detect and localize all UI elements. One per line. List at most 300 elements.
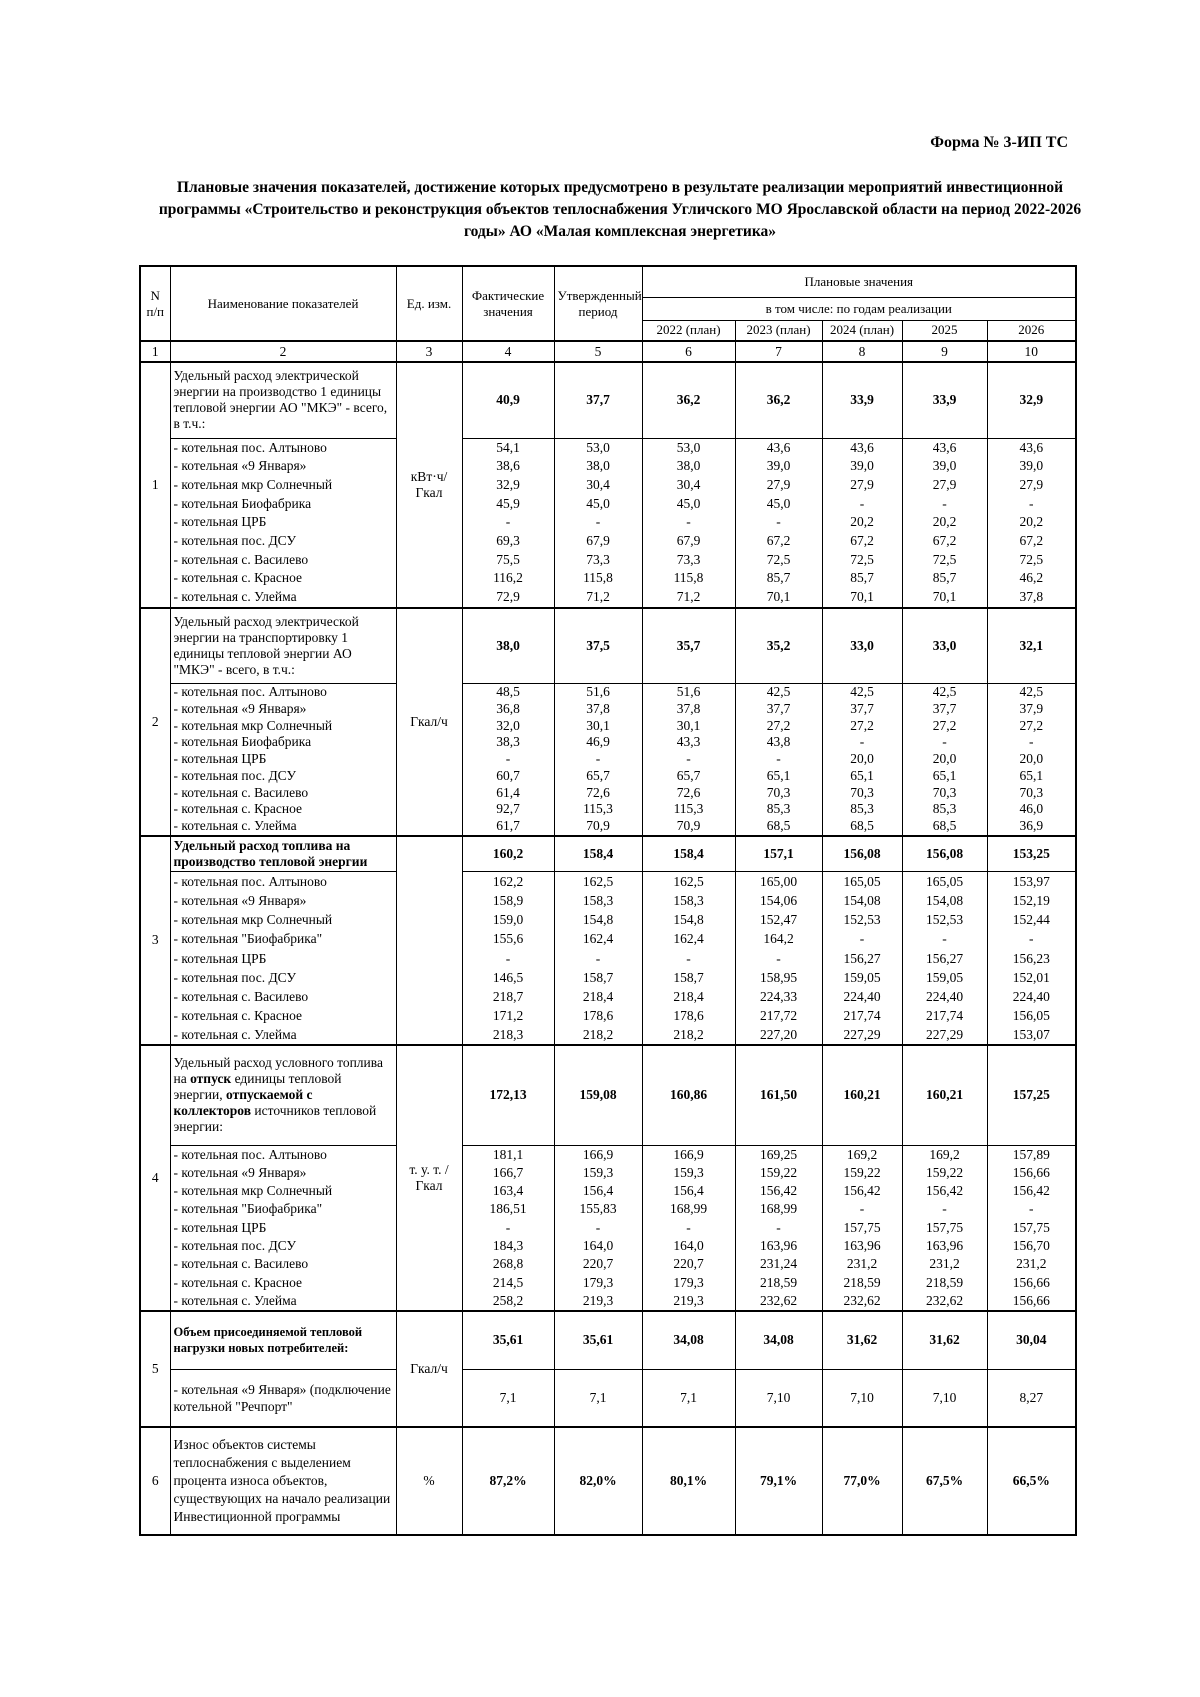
boiler-value: 153,97 — [1012, 874, 1050, 890]
boiler-values-column — [642, 872, 735, 1045]
boiler-value: 152,01 — [1012, 969, 1050, 985]
total-value: 160,2 — [462, 836, 554, 872]
boiler-value: 214,5 — [492, 1274, 524, 1290]
boiler-value: 70,9 — [676, 817, 701, 833]
boiler-values-column — [554, 684, 642, 836]
indicator-name: Удельный расход электрической энергии на производство 1 единицы тепловой энергии АО "МКЭ" - всего, в т.ч.: — [170, 362, 396, 438]
boiler-value: 231,2 — [846, 1256, 878, 1272]
boiler-value: 30,4 — [676, 476, 701, 492]
section-number: 2 — [140, 608, 170, 836]
boiler-value: 186,51 — [489, 1201, 527, 1217]
total-value: 33,0 — [822, 608, 902, 684]
boiler-value: 67,2 — [766, 533, 791, 549]
boiler-value: 156,66 — [1012, 1164, 1050, 1180]
boiler-value: - — [776, 514, 781, 530]
boiler-value: 7,1 — [462, 1369, 554, 1427]
boiler-value: 72,6 — [586, 784, 610, 800]
boiler-value: 159,22 — [759, 1164, 798, 1180]
boiler-value: 169,2 — [846, 1146, 878, 1162]
boiler-value: 232,62 — [925, 1292, 964, 1308]
boiler-name: - котельная ЦРБ — [173, 751, 267, 767]
boiler-value: 43,8 — [766, 734, 791, 750]
boiler-value: 162,4 — [673, 931, 704, 947]
boiler-values-column — [735, 438, 822, 608]
boiler-value: 68,5 — [932, 817, 957, 833]
indicator-name: Удельный расход электрической энергии на транспортировку 1 единицы тепловой энергии АО "МКЭ" - всего, в т.ч.: — [170, 608, 396, 684]
boiler-value: 38,0 — [676, 458, 701, 474]
boiler-value: - — [776, 950, 781, 966]
boiler-name: - котельная Биофабрика — [173, 495, 312, 511]
boiler-value: 154,08 — [843, 893, 881, 909]
boiler-value: 218,4 — [582, 988, 614, 1004]
boiler-value: 162,5 — [582, 874, 614, 890]
total-value: 34,08 — [642, 1311, 735, 1369]
header-by-years: в том числе: по годам реализации — [642, 297, 1076, 320]
total-value: 156,08 — [902, 836, 987, 872]
boiler-name: - котельная с. Красное — [173, 1007, 303, 1023]
boiler-value: 42,5 — [932, 684, 957, 700]
boiler-value: 165,00 — [759, 874, 798, 890]
boiler-value: 42,5 — [1019, 684, 1044, 700]
boiler-value: 30,1 — [676, 717, 701, 733]
boiler-value: 166,9 — [673, 1146, 704, 1162]
indicator-name-part: отпускаемой с коллекторов — [173, 1087, 313, 1119]
boiler-value: 54,1 — [496, 439, 520, 455]
boiler-value: - — [1029, 931, 1034, 947]
boiler-value: 38,0 — [586, 458, 610, 474]
boiler-values-column — [554, 872, 642, 1045]
boiler-value: 220,7 — [582, 1256, 614, 1272]
column-number: 7 — [735, 341, 822, 362]
section-number: 4 — [140, 1045, 170, 1311]
boiler-list — [170, 1145, 396, 1311]
boiler-value: - — [686, 1219, 691, 1235]
boiler-value: 159,22 — [843, 1164, 881, 1180]
header-year: 2024 (план) — [822, 320, 902, 341]
boiler-value: 152,47 — [759, 912, 798, 928]
boiler-value: 164,0 — [673, 1237, 704, 1253]
section-number: 1 — [140, 362, 170, 608]
boiler-values-column — [462, 1145, 554, 1311]
column-number: 2 — [170, 341, 396, 362]
indicator-name — [170, 1045, 396, 1145]
boiler-value: - — [505, 751, 511, 767]
indicator-name: Объем присоединяемой тепловой нагрузки новых потребителей: — [170, 1311, 396, 1369]
boiler-value: 224,40 — [925, 988, 964, 1004]
boiler-value: 268,8 — [492, 1256, 524, 1272]
boiler-value: 39,0 — [1019, 458, 1044, 474]
boiler-value: 115,8 — [583, 570, 613, 586]
boiler-value: 7,10 — [735, 1369, 822, 1427]
boiler-value: 39,0 — [850, 458, 874, 474]
boiler-value: 37,8 — [676, 701, 701, 717]
boiler-value: 20,2 — [932, 514, 957, 530]
boiler-value: 43,3 — [676, 734, 701, 750]
indicator-name-part: отпуск — [190, 1071, 232, 1087]
indicator-name-part: единицы тепловой энергии, — [173, 1071, 342, 1103]
boiler-value: 159,0 — [492, 912, 524, 928]
total-value: 35,61 — [554, 1311, 642, 1369]
boiler-value: 92,7 — [496, 801, 520, 817]
boiler-value: 32,9 — [496, 476, 520, 492]
boiler-values-column — [735, 1145, 822, 1311]
boiler-value: 60,7 — [496, 767, 520, 783]
boiler-value: 181,1 — [492, 1146, 524, 1162]
total-value: 31,62 — [822, 1311, 902, 1369]
boiler-value: 168,99 — [759, 1201, 798, 1217]
boiler-values-column — [735, 684, 822, 836]
column-number: 9 — [902, 341, 987, 362]
boiler-name: - котельная пос. Алтыново — [173, 874, 327, 890]
boiler-value: 156,4 — [673, 1183, 704, 1199]
boiler-value: 154,8 — [673, 912, 704, 928]
boiler-value: 72,5 — [932, 551, 957, 567]
boiler-value: 219,3 — [582, 1292, 614, 1308]
boiler-value: 38,6 — [496, 458, 520, 474]
header-year: 2026 — [987, 320, 1076, 341]
boiler-name: - котельная с. Улейма — [173, 1292, 297, 1308]
boiler-value: 157,75 — [1012, 1219, 1050, 1235]
boiler-value: 116,2 — [493, 570, 523, 586]
header-year: 2025 — [902, 320, 987, 341]
document-title: Плановые значения показателей, достижение которых предусмотрено в результате реализации мероприятий инвестиционной программы «Строительство и реконструкция объектов теплоснабжения Угличского МО Ярославской области на период 2022-2026 годы» АО «Малая комплексная энергетика» — [158, 179, 1082, 240]
boiler-value: 224,33 — [759, 988, 798, 1004]
total-value: 32,1 — [987, 608, 1076, 684]
boiler-value: 163,96 — [925, 1237, 964, 1253]
total-value: 160,86 — [642, 1045, 735, 1145]
boiler-value: 20,0 — [850, 751, 874, 767]
boiler-value: 168,99 — [669, 1201, 708, 1217]
boiler-values-column — [902, 684, 987, 836]
total-value: 159,08 — [554, 1045, 642, 1145]
boiler-value: 159,3 — [673, 1164, 704, 1180]
boiler-value: 115,3 — [673, 801, 704, 817]
boiler-value: 153,07 — [1012, 1026, 1050, 1042]
boiler-value: 152,44 — [1012, 912, 1050, 928]
boiler-value: 159,3 — [582, 1164, 614, 1180]
boiler-value: 156,70 — [1012, 1237, 1050, 1253]
boiler-value: 218,2 — [582, 1026, 614, 1042]
total-value: 31,62 — [902, 1311, 987, 1369]
boiler-value: 36,9 — [1019, 817, 1044, 833]
boiler-value: 45,0 — [766, 495, 791, 511]
boiler-value: 70,3 — [1019, 784, 1044, 800]
boiler-value: 37,8 — [586, 701, 610, 717]
boiler-values-column — [554, 438, 642, 608]
total-value: 33,9 — [902, 362, 987, 438]
boiler-name: - котельная с. Улейма — [173, 589, 297, 605]
boiler-value: 42,5 — [850, 684, 874, 700]
boiler-value: 73,3 — [586, 551, 610, 567]
boiler-value: 67,2 — [850, 533, 874, 549]
boiler-value: 7,10 — [902, 1369, 987, 1427]
total-value: 87,2% — [462, 1427, 554, 1535]
boiler-value: - — [686, 751, 691, 767]
boiler-value: 163,4 — [492, 1183, 524, 1199]
boiler-name: - котельная «9 Января» — [173, 458, 307, 474]
boiler-value: 51,6 — [586, 684, 610, 700]
boiler-values-column — [987, 438, 1076, 608]
boiler-value: 38,3 — [496, 734, 520, 750]
boiler-value: 162,2 — [492, 874, 524, 890]
boiler-name: - котельная с. Улейма — [173, 1026, 297, 1042]
total-value: 32,9 — [987, 362, 1076, 438]
boiler-value: 163,96 — [843, 1237, 881, 1253]
header-year: 2022 (план) — [642, 320, 735, 341]
total-value: 79,1% — [735, 1427, 822, 1535]
boiler-value: 39,0 — [932, 458, 957, 474]
boiler-value: 70,1 — [766, 589, 791, 605]
boiler-value: 72,5 — [850, 551, 874, 567]
boiler-name: - котельная с. Василево — [173, 988, 309, 1004]
boiler-value: 70,1 — [850, 589, 874, 605]
boiler-value: 65,7 — [676, 767, 701, 783]
boiler-value: 220,7 — [673, 1256, 704, 1272]
boiler-value: 166,9 — [582, 1146, 614, 1162]
boiler-value: 45,0 — [586, 495, 610, 511]
boiler-name: - котельная "Биофабрика" — [173, 1201, 323, 1217]
boiler-value: 46,0 — [1019, 801, 1044, 817]
boiler-value: 70,9 — [586, 817, 610, 833]
boiler-name: - котельная пос. ДСУ — [173, 969, 297, 985]
boiler-value: - — [505, 514, 511, 530]
header-unit: Ед. изм. — [396, 266, 462, 341]
boiler-values-column — [462, 438, 554, 608]
boiler-value: 231,24 — [759, 1256, 798, 1272]
boiler-name: - котельная «9 Января» (подключение котельной "Речпорт" — [170, 1369, 396, 1427]
boiler-value: 8,27 — [987, 1369, 1076, 1427]
header-name: Наименование показателей — [170, 266, 396, 341]
boiler-value: 70,3 — [932, 784, 957, 800]
boiler-value: 231,2 — [929, 1256, 960, 1272]
boiler-value: 27,2 — [766, 717, 791, 733]
section-unit — [396, 836, 462, 1045]
total-value: 160,21 — [902, 1045, 987, 1145]
boiler-value: 115,3 — [583, 801, 613, 817]
section-number: 6 — [140, 1427, 170, 1535]
column-number: 5 — [554, 341, 642, 362]
boiler-values-column — [902, 872, 987, 1045]
boiler-value: 20,2 — [850, 514, 874, 530]
total-value: 33,9 — [822, 362, 902, 438]
boiler-values-column — [642, 684, 735, 836]
boiler-value: 67,9 — [676, 533, 701, 549]
boiler-value: 156,66 — [1012, 1274, 1050, 1290]
boiler-value: 71,2 — [586, 589, 610, 605]
boiler-value: - — [776, 1219, 781, 1235]
boiler-value: 45,9 — [496, 495, 520, 511]
boiler-list — [170, 872, 396, 1045]
boiler-value: 158,9 — [492, 893, 524, 909]
boiler-values-column — [462, 684, 554, 836]
boiler-value: 158,95 — [759, 969, 798, 985]
boiler-values-column — [642, 1145, 735, 1311]
total-value: 35,7 — [642, 608, 735, 684]
boiler-value: 30,4 — [586, 476, 610, 492]
boiler-value: 217,74 — [843, 1007, 881, 1023]
boiler-value: - — [1029, 734, 1034, 750]
total-value: 160,21 — [822, 1045, 902, 1145]
column-number: 10 — [987, 341, 1076, 362]
boiler-value: - — [859, 734, 865, 750]
boiler-value: 70,3 — [850, 784, 874, 800]
total-value: 156,08 — [822, 836, 902, 872]
boiler-value: 164,0 — [582, 1237, 614, 1253]
boiler-value: 27,9 — [766, 476, 791, 492]
column-number: 8 — [822, 341, 902, 362]
section-unit: Гкал/ч — [396, 1311, 462, 1427]
boiler-value: - — [776, 751, 781, 767]
boiler-value: 258,2 — [492, 1292, 524, 1308]
boiler-value: 65,1 — [850, 767, 874, 783]
boiler-value: 218,4 — [673, 988, 704, 1004]
total-value: 40,9 — [462, 362, 554, 438]
boiler-value: 157,75 — [925, 1219, 964, 1235]
boiler-value: 157,89 — [1012, 1146, 1050, 1162]
boiler-value: 37,7 — [766, 701, 791, 717]
boiler-value: - — [859, 1201, 865, 1217]
total-value: 172,13 — [462, 1045, 554, 1145]
boiler-name: - котельная пос. ДСУ — [173, 533, 297, 549]
boiler-name: - котельная с. Василево — [173, 784, 309, 800]
indicator-name: Удельный расход топлива на производство тепловой энергии — [170, 836, 396, 872]
boiler-value: 46,9 — [586, 734, 610, 750]
boiler-values-column — [822, 872, 902, 1045]
boiler-name: - котельная ЦРБ — [173, 514, 267, 530]
boiler-value: 65,1 — [766, 767, 791, 783]
boiler-value: - — [595, 751, 601, 767]
total-value: 35,61 — [462, 1311, 554, 1369]
boiler-value: 67,9 — [586, 533, 610, 549]
boiler-value: - — [686, 950, 691, 966]
boiler-value: 37,7 — [932, 701, 957, 717]
boiler-value: 154,8 — [582, 912, 614, 928]
boiler-value: 152,19 — [1012, 893, 1050, 909]
boiler-value: 42,5 — [766, 684, 791, 700]
boiler-value: 217,74 — [925, 1007, 964, 1023]
column-number: 4 — [462, 341, 554, 362]
boiler-value: - — [1029, 1201, 1034, 1217]
boiler-value: 158,3 — [673, 893, 704, 909]
boiler-values-column — [462, 872, 554, 1045]
boiler-name: - котельная пос. ДСУ — [173, 1237, 297, 1253]
boiler-name: - котельная Биофабрика — [173, 734, 312, 750]
boiler-name: - котельная мкр Солнечный — [173, 476, 333, 492]
total-value: 80,1% — [642, 1427, 735, 1535]
boiler-value: 178,6 — [582, 1007, 614, 1023]
boiler-value: 85,3 — [850, 801, 874, 817]
boiler-value: 178,6 — [673, 1007, 704, 1023]
boiler-value: - — [859, 931, 865, 947]
boiler-value: 158,7 — [673, 969, 704, 985]
boiler-values-column — [554, 1145, 642, 1311]
boiler-value: 159,05 — [843, 969, 881, 985]
boiler-value: 73,3 — [676, 551, 701, 567]
boiler-value: 70,3 — [766, 784, 791, 800]
boiler-value: 166,7 — [492, 1164, 524, 1180]
boiler-value: 7,1 — [642, 1369, 735, 1427]
boiler-name: - котельная мкр Солнечный — [173, 1183, 333, 1199]
section-unit: кВт·ч/ Гкал — [396, 362, 462, 608]
boiler-value: 61,7 — [496, 817, 520, 833]
boiler-value: 27,9 — [850, 476, 874, 492]
boiler-list — [170, 684, 396, 836]
boiler-value: 27,9 — [1019, 476, 1044, 492]
indicator-name-part: источников тепловой энергии: — [173, 1103, 377, 1135]
boiler-value: 163,96 — [759, 1237, 798, 1253]
boiler-values-column — [642, 438, 735, 608]
boiler-value: 227,29 — [925, 1026, 964, 1042]
boiler-value: 72,5 — [766, 551, 791, 567]
boiler-value: 156,27 — [843, 950, 881, 966]
total-value: 66,5% — [987, 1427, 1076, 1535]
header-fact: Фактические значения — [462, 266, 554, 341]
total-value: 33,0 — [902, 608, 987, 684]
boiler-value: 85,7 — [850, 570, 874, 586]
boiler-value: 72,6 — [676, 784, 701, 800]
boiler-value: 43,6 — [850, 439, 874, 455]
boiler-value: 156,05 — [1012, 1007, 1050, 1023]
header-year: 2023 (план) — [735, 320, 822, 341]
boiler-value: 20,2 — [1019, 514, 1044, 530]
boiler-value: 219,3 — [673, 1292, 704, 1308]
boiler-value: 37,9 — [1019, 701, 1044, 717]
section-unit: Гкал/ч — [396, 608, 462, 836]
boiler-value: 156,23 — [1012, 950, 1050, 966]
boiler-value: - — [942, 495, 947, 511]
boiler-value: 218,3 — [492, 1026, 524, 1042]
boiler-value: 65,1 — [932, 767, 957, 783]
boiler-value: 232,62 — [759, 1292, 798, 1308]
boiler-value: 154,08 — [925, 893, 964, 909]
boiler-value: 85,7 — [932, 570, 957, 586]
boiler-value: 85,7 — [766, 570, 791, 586]
boiler-value: 115,8 — [673, 570, 704, 586]
boiler-value: 171,2 — [492, 1007, 524, 1023]
total-value: 77,0% — [822, 1427, 902, 1535]
boiler-value: 156,42 — [1012, 1183, 1050, 1199]
boiler-value: 227,29 — [843, 1026, 881, 1042]
boiler-value: 165,05 — [843, 874, 881, 890]
boiler-value: 39,0 — [766, 458, 791, 474]
boiler-value: 217,72 — [759, 1007, 798, 1023]
boiler-value: 218,7 — [492, 988, 524, 1004]
boiler-value: 179,3 — [582, 1274, 614, 1290]
boiler-value: 43,6 — [932, 439, 957, 455]
boiler-name: - котельная ЦРБ — [173, 1219, 267, 1235]
boiler-value: 37,8 — [1019, 589, 1044, 605]
total-value: 158,4 — [642, 836, 735, 872]
boiler-values-column — [987, 872, 1076, 1045]
boiler-value: 156,27 — [925, 950, 964, 966]
boiler-value: 156,4 — [582, 1183, 614, 1199]
boiler-value: 159,22 — [925, 1164, 964, 1180]
boiler-name: - котельная с. Василево — [173, 1256, 309, 1272]
boiler-value: 46,2 — [1019, 570, 1044, 586]
header-plan: Плановые значения — [642, 266, 1076, 297]
boiler-value: 169,2 — [929, 1146, 960, 1162]
boiler-value: 53,0 — [586, 439, 610, 455]
boiler-value: 152,53 — [843, 912, 881, 928]
total-value: 38,0 — [462, 608, 554, 684]
boiler-name: - котельная пос. Алтыново — [173, 1146, 327, 1162]
boiler-value: - — [942, 734, 947, 750]
boiler-value: 72,5 — [1019, 551, 1044, 567]
boiler-value: 218,2 — [673, 1026, 704, 1042]
boiler-value: 156,66 — [1012, 1292, 1050, 1308]
boiler-value: 27,9 — [932, 476, 957, 492]
column-number: 1 — [140, 341, 170, 362]
